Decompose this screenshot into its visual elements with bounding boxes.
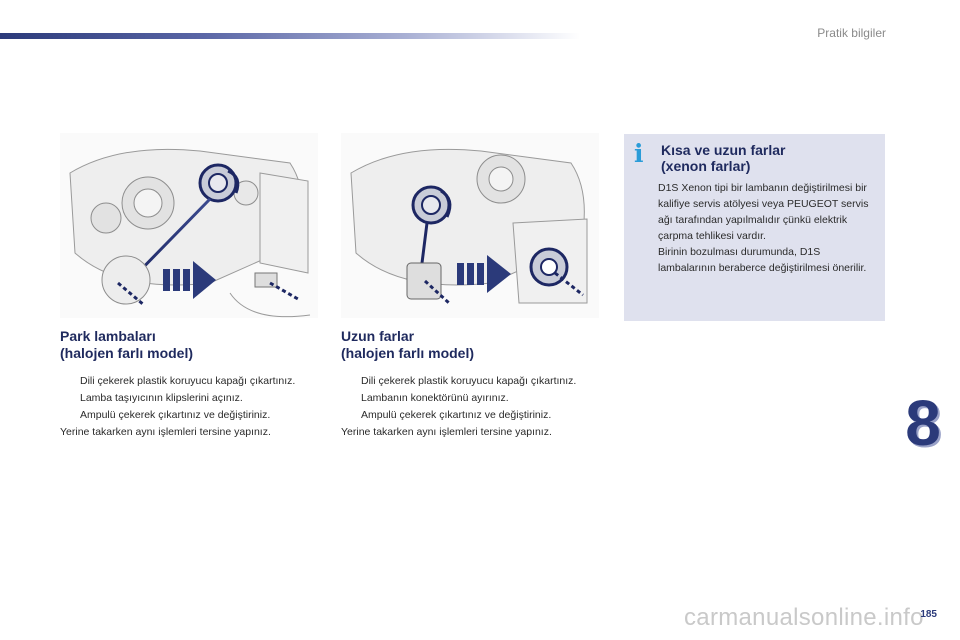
list-item: Ampulü çekerek çıkartınız ve değiştiriniz. [80,409,271,421]
park-lamps-note: Yerine takarken aynı işlemleri tersine yapınız. [60,426,271,438]
list-item: Ampulü çekerek çıkartınız ve değiştiriniz. [361,409,552,421]
list-item: Dili çekerek plastik koruyucu kapağı çıkartınız. [361,375,577,387]
high-beams-note: Yerine takarken aynı işlemleri tersine yapınız. [341,426,552,438]
chapter-number: 8 [905,387,941,459]
xenon-info-box [624,134,885,321]
high-beams-title: Uzun farlar (halojen farlı model) [341,328,475,361]
high-beams-section [341,328,603,441]
watermark: carmanualsonline.info [684,604,924,631]
list-item: Dili çekerek plastik koruyucu kapağı çıkartınız. [80,375,296,387]
high-beam-illustration [341,133,599,318]
section-name: Pratik bilgiler [817,26,886,40]
page-number: 185 [920,609,937,620]
xenon-info-text: D1S Xenon tipi bir lambanın değiştirilmesi bir kalifiye servis atölyesi veya PEUGEOT servis ağı tarafından yapılmalıdır çünkü elektrik çarpma tehlikesi vardır. Birinin bozulması durumunda, D1S lambalarının beraberce değiştirilmesi önerilir. [658,182,869,274]
header-gradient-bar [0,33,580,39]
park-lamp-illustration [60,133,318,318]
high-beams-steps [341,373,603,424]
park-lamps-steps [60,373,322,424]
info-icon: i [634,139,644,168]
list-item: Lambanın konektörünü ayırınız. [361,392,509,404]
park-lamps-section [60,328,322,441]
park-lamps-title: Park lambaları (halojen farlı model) [60,328,194,361]
list-item: Lamba taşıyıcının klipslerini açınız. [80,392,243,404]
xenon-info-title: Kısa ve uzun farlar (xenon farlar) [661,142,786,174]
